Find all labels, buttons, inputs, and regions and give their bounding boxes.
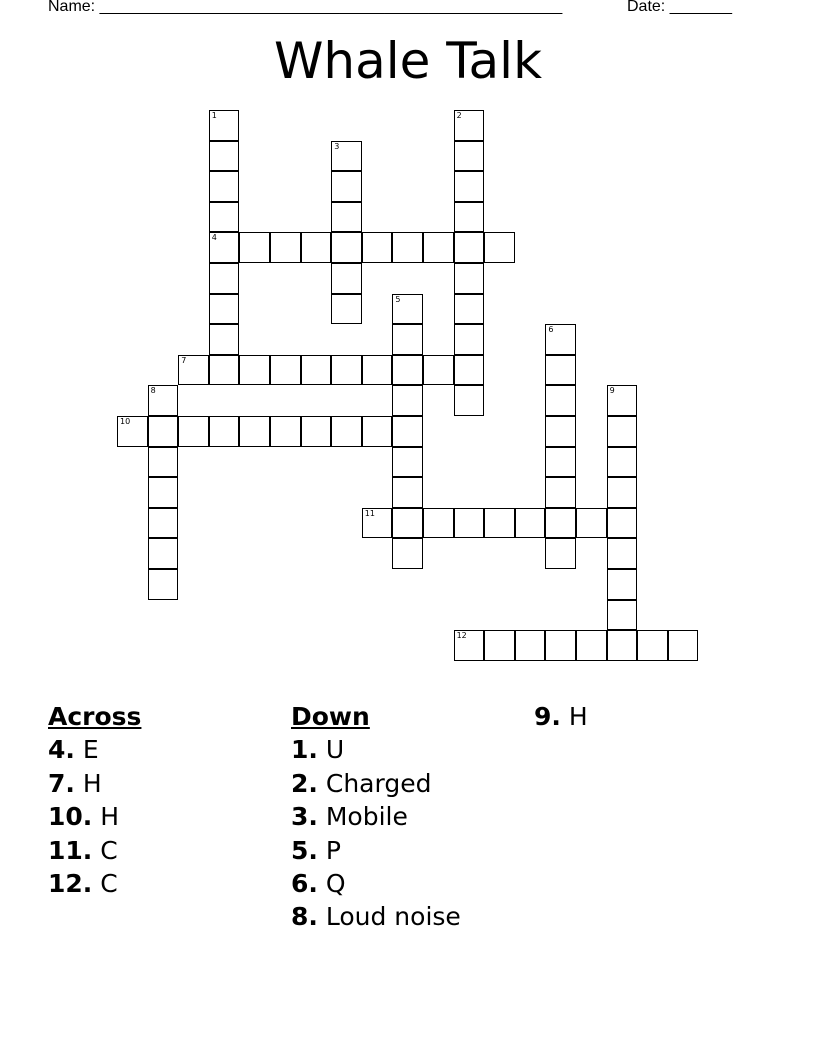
crossword-cell[interactable] [362, 355, 393, 386]
down-clue [291, 800, 461, 833]
crossword-cell[interactable] [545, 447, 576, 478]
crossword-cell[interactable] [331, 294, 362, 325]
crossword-cell[interactable] [148, 447, 179, 478]
crossword-cell[interactable] [148, 508, 179, 539]
crossword-cell[interactable] [392, 324, 423, 355]
crossword-cell[interactable] [148, 569, 179, 600]
crossword-cell[interactable] [301, 416, 332, 447]
crossword-cell[interactable] [117, 416, 148, 447]
crossword-cell[interactable] [331, 171, 362, 202]
crossword-cell[interactable] [668, 630, 699, 661]
crossword-cell[interactable] [545, 416, 576, 447]
crossword-cell[interactable] [607, 600, 638, 631]
crossword-cell[interactable] [392, 385, 423, 416]
crossword-cell[interactable] [362, 232, 393, 263]
crossword-cell[interactable] [392, 232, 423, 263]
clue-number: 5. [291, 835, 318, 865]
clue-text: Mobile [325, 802, 408, 832]
crossword-cell[interactable] [331, 355, 362, 386]
crossword-cell[interactable] [362, 416, 393, 447]
crossword-cell[interactable] [270, 355, 301, 386]
crossword-cell[interactable] [454, 294, 485, 325]
crossword-cell[interactable] [545, 477, 576, 508]
crossword-cell[interactable] [607, 447, 638, 478]
crossword-cell[interactable] [331, 141, 362, 172]
crossword-cell[interactable] [148, 538, 179, 569]
crossword-cell[interactable] [392, 355, 423, 386]
crossword-cell[interactable] [545, 355, 576, 386]
crossword-cell[interactable] [454, 355, 485, 386]
cell-number: 3 [334, 141, 340, 151]
crossword-cell[interactable] [545, 508, 576, 539]
crossword-cell[interactable] [301, 355, 332, 386]
across-clue [48, 767, 141, 800]
crossword-cell[interactable] [545, 324, 576, 355]
crossword-cell[interactable] [484, 630, 515, 661]
clue-text: Loud noise [325, 902, 461, 932]
clue-text: H [100, 802, 120, 832]
clue-number: 7. [48, 768, 75, 798]
crossword-cell[interactable] [331, 263, 362, 294]
crossword-cell[interactable] [209, 416, 240, 447]
clue-text: C [100, 869, 118, 899]
crossword-cell[interactable] [178, 355, 209, 386]
crossword-cell[interactable] [637, 630, 668, 661]
clue-text: Charged [325, 768, 432, 798]
across-clue [48, 834, 141, 867]
across-heading: Across [48, 702, 142, 731]
crossword-cell[interactable] [148, 477, 179, 508]
date-field-label: Date: _______ [627, 0, 732, 15]
crossword-cell[interactable] [454, 508, 485, 539]
clue-text: H [568, 702, 588, 731]
crossword-cell[interactable] [209, 324, 240, 355]
down-clue [291, 834, 461, 867]
crossword-cell[interactable] [270, 232, 301, 263]
crossword-cell[interactable] [545, 385, 576, 416]
crossword-cell[interactable] [392, 538, 423, 569]
cell-number: 1 [211, 111, 217, 120]
crossword-cell[interactable] [607, 508, 638, 539]
crossword-cell[interactable] [331, 202, 362, 233]
clue-number: 10. [48, 802, 93, 832]
crossword-cell[interactable] [484, 232, 515, 263]
crossword-cell[interactable] [454, 202, 485, 233]
clue-number: 8. [291, 902, 318, 932]
crossword-cell[interactable] [209, 263, 240, 294]
crossword-cell[interactable] [454, 630, 485, 661]
across-clue [48, 867, 141, 900]
crossword-cell[interactable] [576, 508, 607, 539]
crossword-cell[interactable] [209, 355, 240, 386]
crossword-cell[interactable] [239, 232, 270, 263]
clue-number: 12. [48, 869, 93, 899]
crossword-cell[interactable] [454, 110, 485, 141]
crossword-cell[interactable] [331, 232, 362, 263]
across-clue [48, 800, 141, 833]
crossword-cell[interactable] [270, 416, 301, 447]
down-clue [534, 700, 588, 733]
crossword-cell[interactable] [576, 630, 607, 661]
cell-number: 8 [150, 386, 156, 396]
clue-number: 2. [291, 768, 318, 798]
crossword-cell[interactable] [239, 355, 270, 386]
crossword-cell[interactable] [209, 202, 240, 233]
crossword-cell[interactable] [607, 416, 638, 447]
cell-number: 12 [456, 631, 467, 641]
down-heading: Down [291, 702, 370, 731]
crossword-cell[interactable] [239, 416, 270, 447]
clue-number: 9. [534, 702, 561, 731]
crossword-cell[interactable] [607, 538, 638, 569]
crossword-cell[interactable] [209, 171, 240, 202]
cell-number: 7 [181, 355, 187, 365]
crossword-cell[interactable] [423, 232, 454, 263]
clue-text: P [325, 835, 341, 865]
crossword-cell[interactable] [607, 569, 638, 600]
down-clue [291, 867, 461, 900]
down-clues [291, 700, 461, 934]
crossword-cell[interactable] [209, 110, 240, 141]
cell-number: 2 [456, 111, 462, 120]
crossword-cell[interactable] [362, 508, 393, 539]
crossword-cell[interactable] [545, 630, 576, 661]
crossword-cell[interactable] [454, 263, 485, 294]
crossword-cell[interactable] [515, 630, 546, 661]
cell-number: 4 [211, 233, 217, 243]
down-clue [291, 733, 461, 766]
crossword-cell[interactable] [392, 508, 423, 539]
clue-number: 1. [291, 735, 318, 765]
crossword-cell[interactable] [454, 385, 485, 416]
crossword-cell[interactable] [148, 416, 179, 447]
crossword-cell[interactable] [392, 477, 423, 508]
crossword-cell[interactable] [209, 294, 240, 325]
cell-number: 5 [395, 294, 401, 304]
clue-text: C [100, 835, 118, 865]
clue-text: Q [325, 869, 346, 899]
crossword-cell[interactable] [607, 630, 638, 661]
down-clues-continued [534, 700, 588, 733]
crossword-cell[interactable] [607, 385, 638, 416]
crossword-cell[interactable] [607, 477, 638, 508]
crossword-cell[interactable] [392, 447, 423, 478]
crossword-cell[interactable] [454, 171, 485, 202]
clue-number: 6. [291, 869, 318, 899]
crossword-cell[interactable] [209, 141, 240, 172]
crossword-cell[interactable] [454, 232, 485, 263]
down-clue [291, 900, 461, 933]
cell-number: 6 [548, 325, 554, 335]
crossword-cell[interactable] [178, 416, 209, 447]
clue-text: E [82, 735, 99, 765]
crossword-cell[interactable] [454, 324, 485, 355]
across-clue [48, 733, 141, 766]
crossword-cell[interactable] [423, 508, 454, 539]
cell-number: 10 [120, 417, 131, 426]
name-field-label: Name: ____________________________________________________ [48, 0, 563, 15]
crossword-cell[interactable] [301, 232, 332, 263]
clue-number: 4. [48, 735, 75, 765]
page-title: Whale Talk [273, 32, 543, 90]
cell-number: 11 [364, 508, 375, 518]
cell-number: 9 [609, 386, 615, 396]
clue-number: 11. [48, 835, 93, 865]
clue-text: U [325, 735, 345, 765]
crossword-cell[interactable] [454, 141, 485, 172]
crossword-cell[interactable] [392, 294, 423, 325]
across-clues [48, 700, 141, 900]
crossword-cell[interactable] [423, 355, 454, 386]
crossword-cell[interactable] [209, 232, 240, 263]
crossword-cell[interactable] [331, 416, 362, 447]
down-clue [291, 767, 461, 800]
crossword-cell[interactable] [484, 508, 515, 539]
crossword-cell[interactable] [515, 508, 546, 539]
crossword-cell[interactable] [148, 385, 179, 416]
crossword-cell[interactable] [545, 538, 576, 569]
clue-number: 3. [291, 802, 318, 832]
crossword-cell[interactable] [392, 416, 423, 447]
clue-text: H [82, 768, 102, 798]
